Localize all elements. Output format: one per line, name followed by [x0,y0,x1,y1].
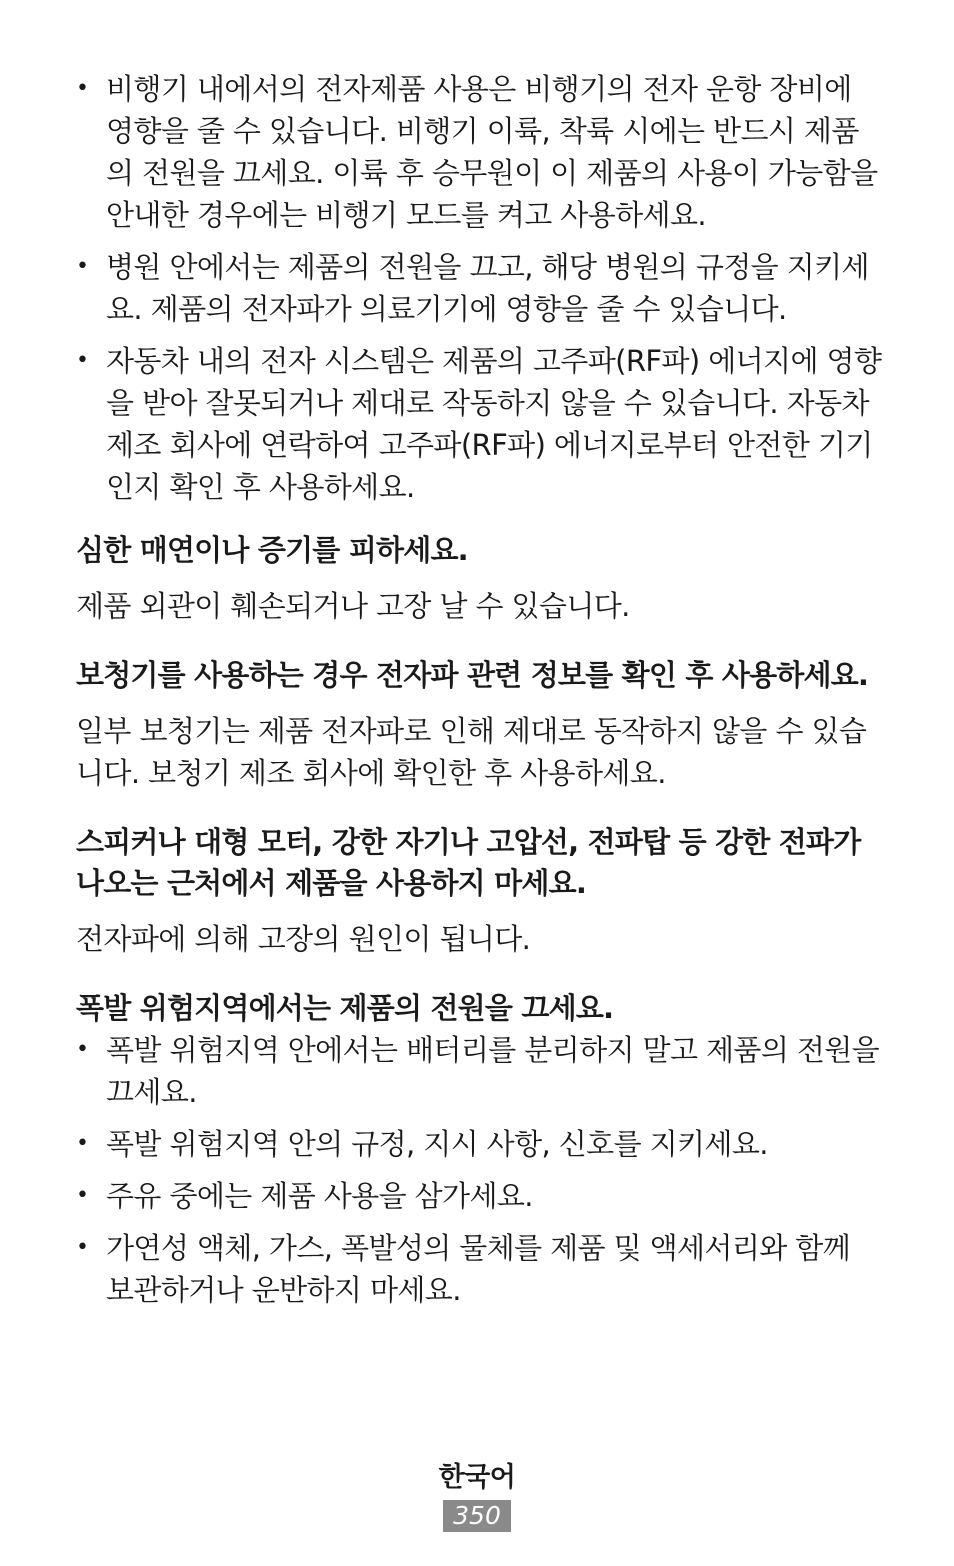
list-item [76,340,886,508]
bullet-dot-icon: • [76,1235,89,1260]
bullet-dot-icon: • [76,1183,89,1208]
section-heading-hearing-aid: 보청기를 사용하는 경우 전자파 관련 정보를 확인 후 사용하세요. [76,658,869,692]
section-body-smoke: 제품 외관이 훼손되거나 고장 날 수 있습니다. [76,589,630,623]
list-item [76,68,886,236]
page-number-badge: 350 [443,1500,511,1532]
bullet-text: 자동차 내의 전자 시스템은 제품의 고주파(RF파) 에너지에 영향을 받아 잘못되거나 제대로 작동하지 않을 수 있습니다. 자동차 제조 회사에 연락하여 고주파(RF파) 에너지로부터 안전한 기기인지 확인 후 사용하세요. [106,344,882,504]
page-footer [0,1458,954,1532]
bullet-text: 병원 안에서는 제품의 전원을 끄고, 해당 병원의 규정을 지키세요. 제품의 전자파가 의료기기에 영향을 줄 수 있습니다. [106,250,869,326]
explosive-bullet-list [76,1029,886,1311]
bullet-dot-icon: • [76,76,89,101]
manual-page-content [76,68,886,1321]
bullet-text: 폭발 위험지역 안에서는 배터리를 분리하지 말고 제품의 전원을 끄세요. [106,1033,880,1109]
intro-bullet-list [76,68,886,508]
bullet-text: 가연성 액체, 가스, 폭발성의 물체를 제품 및 액세서리와 함께 보관하거나 운반하지 마세요. [106,1231,851,1307]
section-heading-strong-fields: 스피커나 대형 모터, 강한 자기나 고압선, 전파탑 등 강한 전파가 나오는 근처에서 제품을 사용하지 마세요. [76,825,861,900]
bullet-text: 폭발 위험지역 안의 규정, 지시 사항, 신호를 지키세요. [106,1127,768,1161]
list-item [76,1227,886,1311]
section-heading-explosive-areas: 폭발 위험지역에서는 제품의 전원을 끄세요. [76,991,614,1025]
list-item [76,1123,886,1165]
section-heading-smoke: 심한 매연이나 증기를 피하세요. [76,533,468,567]
bullet-dot-icon: • [76,254,89,279]
bullet-text: 주유 중에는 제품 사용을 삼가세요. [106,1179,533,1213]
section-body-strong-fields: 전자파에 의해 고장의 원인이 됩니다. [76,922,531,956]
section-body-hearing-aid: 일부 보청기는 제품 전자파로 인해 제대로 동작하지 않을 수 있습니다. 보청기 제조 회사에 확인한 후 사용하세요. [76,714,867,790]
bullet-dot-icon: • [76,1037,89,1062]
bullet-dot-icon: • [76,1131,89,1156]
bullet-text: 비행기 내에서의 전자제품 사용은 비행기의 전자 운항 장비에 영향을 줄 수 있습니다. 비행기 이륙, 착륙 시에는 반드시 제품의 전원을 끄세요. 이륙 후 승무원이 이 제품의 사용이 가능함을 안내한 경우에는 비행기 모드를 켜고 사용하세요. [106,72,878,232]
footer-language-label: 한국어 [438,1462,516,1493]
list-item [76,1175,886,1217]
bullet-dot-icon: • [76,348,89,373]
list-item [76,246,886,330]
list-item [76,1029,886,1113]
